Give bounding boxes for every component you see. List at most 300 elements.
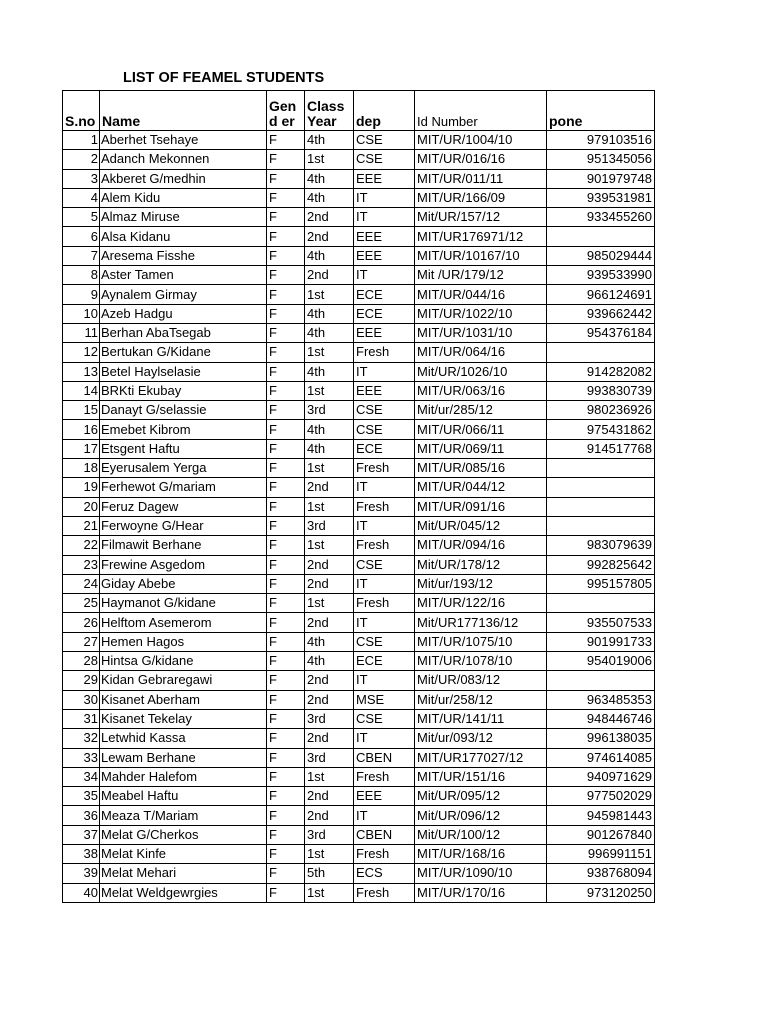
cell-sno: 28 xyxy=(63,652,100,671)
cell-dep: EEE xyxy=(354,323,415,342)
cell-dep: CSE xyxy=(354,709,415,728)
cell-id-number: MIT/UR/122/16 xyxy=(415,594,547,613)
cell-id-number: MIT/UR/091/16 xyxy=(415,497,547,516)
cell-phone: 945981443 xyxy=(547,806,655,825)
cell-class-year: 2nd xyxy=(305,478,354,497)
cell-sno: 1 xyxy=(63,131,100,150)
cell-gender: F xyxy=(267,806,305,825)
cell-id-number: Mit/ur/258/12 xyxy=(415,690,547,709)
cell-id-number: Mit/UR/096/12 xyxy=(415,806,547,825)
table-row xyxy=(63,825,655,844)
cell-id-number: Mit/UR/095/12 xyxy=(415,787,547,806)
cell-sno: 4 xyxy=(63,188,100,207)
cell-name: Betel Haylselasie xyxy=(100,362,267,381)
table-row xyxy=(63,787,655,806)
cell-class-year: 4th xyxy=(305,169,354,188)
cell-name: Hemen Hagos xyxy=(100,632,267,651)
cell-dep: ECE xyxy=(354,439,415,458)
cell-dep: Fresh xyxy=(354,767,415,786)
cell-dep: EEE xyxy=(354,246,415,265)
cell-dep: MSE xyxy=(354,690,415,709)
cell-id-number: MIT/UR/085/16 xyxy=(415,459,547,478)
cell-phone: 954376184 xyxy=(547,323,655,342)
cell-sno: 11 xyxy=(63,323,100,342)
cell-gender: F xyxy=(267,613,305,632)
cell-sno: 30 xyxy=(63,690,100,709)
cell-phone xyxy=(547,343,655,362)
cell-dep: EEE xyxy=(354,227,415,246)
cell-gender: F xyxy=(267,825,305,844)
cell-class-year: 1st xyxy=(305,767,354,786)
table-row xyxy=(63,246,655,265)
cell-class-year: 3rd xyxy=(305,401,354,420)
cell-class-year: 1st xyxy=(305,285,354,304)
cell-id-number: MIT/UR/094/16 xyxy=(415,536,547,555)
cell-class-year: 3rd xyxy=(305,825,354,844)
cell-phone xyxy=(547,227,655,246)
cell-gender: F xyxy=(267,478,305,497)
table-body xyxy=(63,131,655,903)
cell-sno: 10 xyxy=(63,304,100,323)
cell-gender: F xyxy=(267,767,305,786)
cell-class-year: 1st xyxy=(305,459,354,478)
table-row xyxy=(63,343,655,362)
document-title: LIST OF FEAMEL STUDENTS xyxy=(123,70,325,86)
cell-id-number: MIT/UR/066/11 xyxy=(415,420,547,439)
cell-dep: IT xyxy=(354,516,415,535)
cell-id-number: MIT/UR/1031/10 xyxy=(415,323,547,342)
cell-gender: F xyxy=(267,883,305,902)
cell-id-number: Mit/UR/083/12 xyxy=(415,671,547,690)
cell-class-year: 2nd xyxy=(305,729,354,748)
cell-phone xyxy=(547,459,655,478)
cell-name: Azeb Hadgu xyxy=(100,304,267,323)
cell-gender: F xyxy=(267,574,305,593)
cell-dep: IT xyxy=(354,806,415,825)
cell-name: Ferhewot G/mariam xyxy=(100,478,267,497)
cell-id-number: MIT/UR177027/12 xyxy=(415,748,547,767)
cell-sno: 24 xyxy=(63,574,100,593)
table-row xyxy=(63,883,655,902)
cell-class-year: 1st xyxy=(305,844,354,863)
cell-name: Feruz Dagew xyxy=(100,497,267,516)
cell-name: Akberet G/medhin xyxy=(100,169,267,188)
cell-phone: 980236926 xyxy=(547,401,655,420)
cell-name: Mahder Halefom xyxy=(100,767,267,786)
cell-dep: CSE xyxy=(354,420,415,439)
cell-sno: 35 xyxy=(63,787,100,806)
cell-gender: F xyxy=(267,516,305,535)
cell-id-number: Mit/UR/157/12 xyxy=(415,208,547,227)
cell-class-year: 1st xyxy=(305,381,354,400)
cell-dep: Fresh xyxy=(354,343,415,362)
cell-sno: 14 xyxy=(63,381,100,400)
cell-sno: 34 xyxy=(63,767,100,786)
table-row xyxy=(63,131,655,150)
cell-phone: 974614085 xyxy=(547,748,655,767)
cell-name: Hintsa G/kidane xyxy=(100,652,267,671)
cell-dep: IT xyxy=(354,362,415,381)
table-row xyxy=(63,516,655,535)
cell-gender: F xyxy=(267,439,305,458)
cell-name: Aster Tamen xyxy=(100,266,267,285)
cell-sno: 16 xyxy=(63,420,100,439)
cell-sno: 12 xyxy=(63,343,100,362)
cell-gender: F xyxy=(267,246,305,265)
cell-phone: 901979748 xyxy=(547,169,655,188)
cell-dep: CSE xyxy=(354,632,415,651)
cell-gender: F xyxy=(267,362,305,381)
cell-phone: 963485353 xyxy=(547,690,655,709)
cell-name: Filmawit Berhane xyxy=(100,536,267,555)
header-phone: pone xyxy=(547,91,655,131)
cell-dep: ECE xyxy=(354,285,415,304)
cell-class-year: 3rd xyxy=(305,516,354,535)
cell-phone: 992825642 xyxy=(547,555,655,574)
cell-sno: 37 xyxy=(63,825,100,844)
cell-phone: 940971629 xyxy=(547,767,655,786)
cell-class-year: 5th xyxy=(305,864,354,883)
table-row xyxy=(63,844,655,863)
cell-phone: 977502029 xyxy=(547,787,655,806)
cell-sno: 21 xyxy=(63,516,100,535)
cell-gender: F xyxy=(267,381,305,400)
cell-phone: 954019006 xyxy=(547,652,655,671)
cell-sno: 22 xyxy=(63,536,100,555)
cell-name: Helftom Asemerom xyxy=(100,613,267,632)
cell-id-number: Mit/UR/178/12 xyxy=(415,555,547,574)
table-row xyxy=(63,594,655,613)
cell-gender: F xyxy=(267,304,305,323)
cell-phone: 939531981 xyxy=(547,188,655,207)
cell-gender: F xyxy=(267,401,305,420)
cell-name: Kisanet Aberham xyxy=(100,690,267,709)
cell-phone: 973120250 xyxy=(547,883,655,902)
cell-id-number: MIT/UR/016/16 xyxy=(415,150,547,169)
cell-phone: 901991733 xyxy=(547,632,655,651)
cell-class-year: 2nd xyxy=(305,227,354,246)
cell-sno: 40 xyxy=(63,883,100,902)
cell-phone: 938768094 xyxy=(547,864,655,883)
cell-class-year: 1st xyxy=(305,883,354,902)
cell-id-number: MIT/UR/1022/10 xyxy=(415,304,547,323)
cell-sno: 32 xyxy=(63,729,100,748)
cell-phone: 914517768 xyxy=(547,439,655,458)
cell-sno: 2 xyxy=(63,150,100,169)
cell-sno: 27 xyxy=(63,632,100,651)
cell-id-number: MIT/UR/1075/10 xyxy=(415,632,547,651)
cell-name: Haymanot G/kidane xyxy=(100,594,267,613)
cell-name: Emebet Kibrom xyxy=(100,420,267,439)
cell-name: Danayt G/selassie xyxy=(100,401,267,420)
cell-name: BRKti Ekubay xyxy=(100,381,267,400)
cell-name: Melat Mehari xyxy=(100,864,267,883)
cell-dep: CBEN xyxy=(354,748,415,767)
cell-dep: IT xyxy=(354,478,415,497)
table-row xyxy=(63,632,655,651)
table-row xyxy=(63,806,655,825)
cell-id-number: MIT/UR/166/09 xyxy=(415,188,547,207)
cell-name: Bertukan G/Kidane xyxy=(100,343,267,362)
table-row xyxy=(63,652,655,671)
cell-gender: F xyxy=(267,323,305,342)
cell-phone: 979103516 xyxy=(547,131,655,150)
table-row xyxy=(63,208,655,227)
cell-phone: 939533990 xyxy=(547,266,655,285)
cell-id-number: MIT/UR/044/12 xyxy=(415,478,547,497)
cell-sno: 6 xyxy=(63,227,100,246)
table-row xyxy=(63,188,655,207)
table-row xyxy=(63,459,655,478)
cell-class-year: 1st xyxy=(305,343,354,362)
cell-class-year: 4th xyxy=(305,323,354,342)
cell-dep: CSE xyxy=(354,555,415,574)
cell-id-number: MIT/UR/011/11 xyxy=(415,169,547,188)
cell-phone: 966124691 xyxy=(547,285,655,304)
cell-class-year: 1st xyxy=(305,594,354,613)
cell-id-number: Mit /UR/179/12 xyxy=(415,266,547,285)
header-class-year: Class Year xyxy=(305,91,354,131)
cell-name: Frewine Asgedom xyxy=(100,555,267,574)
table-row xyxy=(63,497,655,516)
cell-phone: 985029444 xyxy=(547,246,655,265)
cell-gender: F xyxy=(267,285,305,304)
cell-id-number: MIT/UR/10167/10 xyxy=(415,246,547,265)
cell-gender: F xyxy=(267,343,305,362)
cell-gender: F xyxy=(267,227,305,246)
cell-sno: 7 xyxy=(63,246,100,265)
cell-class-year: 4th xyxy=(305,304,354,323)
cell-dep: IT xyxy=(354,574,415,593)
cell-dep: Fresh xyxy=(354,844,415,863)
cell-gender: F xyxy=(267,169,305,188)
table-row xyxy=(63,671,655,690)
cell-sno: 19 xyxy=(63,478,100,497)
cell-class-year: 2nd xyxy=(305,806,354,825)
cell-gender: F xyxy=(267,536,305,555)
header-dep: dep xyxy=(354,91,415,131)
cell-phone: 975431862 xyxy=(547,420,655,439)
cell-class-year: 4th xyxy=(305,362,354,381)
table-row xyxy=(63,323,655,342)
cell-dep: EEE xyxy=(354,381,415,400)
cell-dep: ECS xyxy=(354,864,415,883)
cell-class-year: 4th xyxy=(305,420,354,439)
cell-gender: F xyxy=(267,729,305,748)
cell-phone: 983079639 xyxy=(547,536,655,555)
cell-gender: F xyxy=(267,652,305,671)
cell-class-year: 2nd xyxy=(305,671,354,690)
cell-gender: F xyxy=(267,188,305,207)
cell-phone: 951345056 xyxy=(547,150,655,169)
cell-sno: 29 xyxy=(63,671,100,690)
table-row xyxy=(63,227,655,246)
cell-class-year: 4th xyxy=(305,439,354,458)
cell-sno: 31 xyxy=(63,709,100,728)
table-row xyxy=(63,362,655,381)
cell-gender: F xyxy=(267,266,305,285)
cell-dep: Fresh xyxy=(354,536,415,555)
cell-id-number: Mit/ur/193/12 xyxy=(415,574,547,593)
cell-id-number: Mit/UR177136/12 xyxy=(415,613,547,632)
cell-name: Aberhet Tsehaye xyxy=(100,131,267,150)
table-row xyxy=(63,150,655,169)
table-row xyxy=(63,709,655,728)
cell-sno: 15 xyxy=(63,401,100,420)
cell-phone xyxy=(547,497,655,516)
cell-gender: F xyxy=(267,420,305,439)
cell-gender: F xyxy=(267,709,305,728)
cell-sno: 13 xyxy=(63,362,100,381)
cell-phone xyxy=(547,478,655,497)
cell-name: Melat Weldgewrgies xyxy=(100,883,267,902)
cell-gender: F xyxy=(267,555,305,574)
cell-name: Etsgent Haftu xyxy=(100,439,267,458)
cell-dep: IT xyxy=(354,613,415,632)
cell-name: Alem Kidu xyxy=(100,188,267,207)
cell-sno: 25 xyxy=(63,594,100,613)
cell-class-year: 4th xyxy=(305,652,354,671)
cell-dep: ECE xyxy=(354,304,415,323)
cell-sno: 33 xyxy=(63,748,100,767)
cell-class-year: 4th xyxy=(305,246,354,265)
cell-id-number: MIT/UR/064/16 xyxy=(415,343,547,362)
cell-sno: 3 xyxy=(63,169,100,188)
cell-dep: CBEN xyxy=(354,825,415,844)
table-row xyxy=(63,690,655,709)
cell-dep: CSE xyxy=(354,401,415,420)
cell-gender: F xyxy=(267,150,305,169)
table-row xyxy=(63,748,655,767)
cell-phone xyxy=(547,516,655,535)
cell-name: Melat G/Cherkos xyxy=(100,825,267,844)
cell-id-number: Mit/UR/1026/10 xyxy=(415,362,547,381)
cell-name: Adanch Mekonnen xyxy=(100,150,267,169)
cell-id-number: Mit/ur/093/12 xyxy=(415,729,547,748)
cell-class-year: 1st xyxy=(305,536,354,555)
cell-phone: 935507533 xyxy=(547,613,655,632)
cell-gender: F xyxy=(267,748,305,767)
cell-class-year: 3rd xyxy=(305,709,354,728)
cell-dep: Fresh xyxy=(354,497,415,516)
cell-sno: 20 xyxy=(63,497,100,516)
header-id-number: Id Number xyxy=(415,91,547,131)
cell-name: Letwhid Kassa xyxy=(100,729,267,748)
table-row xyxy=(63,555,655,574)
cell-gender: F xyxy=(267,497,305,516)
cell-sno: 39 xyxy=(63,864,100,883)
table-row xyxy=(63,574,655,593)
cell-phone: 948446746 xyxy=(547,709,655,728)
cell-name: Kisanet Tekelay xyxy=(100,709,267,728)
cell-id-number: MIT/UR/168/16 xyxy=(415,844,547,863)
cell-name: Meabel Haftu xyxy=(100,787,267,806)
cell-phone xyxy=(547,671,655,690)
cell-id-number: MIT/UR/1004/10 xyxy=(415,131,547,150)
cell-dep: ECE xyxy=(354,652,415,671)
cell-dep: EEE xyxy=(354,169,415,188)
table-row xyxy=(63,767,655,786)
cell-dep: IT xyxy=(354,671,415,690)
cell-class-year: 2nd xyxy=(305,555,354,574)
cell-name: Almaz Miruse xyxy=(100,208,267,227)
cell-sno: 26 xyxy=(63,613,100,632)
cell-class-year: 4th xyxy=(305,632,354,651)
cell-name: Eyerusalem Yerga xyxy=(100,459,267,478)
cell-gender: F xyxy=(267,690,305,709)
table-row xyxy=(63,478,655,497)
cell-sno: 9 xyxy=(63,285,100,304)
cell-name: Aresema Fisshe xyxy=(100,246,267,265)
cell-gender: F xyxy=(267,844,305,863)
cell-dep: CSE xyxy=(354,150,415,169)
cell-phone: 901267840 xyxy=(547,825,655,844)
cell-gender: F xyxy=(267,864,305,883)
table-row xyxy=(63,285,655,304)
cell-id-number: MIT/UR/170/16 xyxy=(415,883,547,902)
cell-sno: 17 xyxy=(63,439,100,458)
cell-class-year: 1st xyxy=(305,150,354,169)
cell-class-year: 2nd xyxy=(305,787,354,806)
cell-name: Kidan Gebraregawi xyxy=(100,671,267,690)
cell-sno: 38 xyxy=(63,844,100,863)
cell-phone: 914282082 xyxy=(547,362,655,381)
header-sno: S.no xyxy=(63,91,100,131)
table-row xyxy=(63,729,655,748)
cell-id-number: MIT/UR/1078/10 xyxy=(415,652,547,671)
table-row xyxy=(63,420,655,439)
cell-class-year: 3rd xyxy=(305,748,354,767)
header-gender: Gend er xyxy=(267,91,305,131)
cell-name: Giday Abebe xyxy=(100,574,267,593)
cell-gender: F xyxy=(267,131,305,150)
table-row xyxy=(63,169,655,188)
cell-sno: 8 xyxy=(63,266,100,285)
cell-dep: Fresh xyxy=(354,594,415,613)
cell-class-year: 2nd xyxy=(305,690,354,709)
cell-id-number: MIT/UR/069/11 xyxy=(415,439,547,458)
cell-id-number: MIT/UR/063/16 xyxy=(415,381,547,400)
cell-phone: 939662442 xyxy=(547,304,655,323)
cell-dep: Fresh xyxy=(354,459,415,478)
table-row xyxy=(63,401,655,420)
table-row xyxy=(63,864,655,883)
cell-class-year: 4th xyxy=(305,188,354,207)
cell-gender: F xyxy=(267,208,305,227)
cell-id-number: Mit/UR/045/12 xyxy=(415,516,547,535)
header-name: Name xyxy=(100,91,267,131)
students-table xyxy=(62,90,655,903)
cell-gender: F xyxy=(267,594,305,613)
cell-class-year: 4th xyxy=(305,131,354,150)
cell-name: Melat Kinfe xyxy=(100,844,267,863)
cell-class-year: 2nd xyxy=(305,208,354,227)
cell-class-year: 2nd xyxy=(305,266,354,285)
cell-name: Lewam Berhane xyxy=(100,748,267,767)
cell-phone: 996991151 xyxy=(547,844,655,863)
cell-id-number: MIT/UR176971/12 xyxy=(415,227,547,246)
cell-dep: Fresh xyxy=(354,883,415,902)
cell-id-number: Mit/UR/100/12 xyxy=(415,825,547,844)
cell-class-year: 2nd xyxy=(305,574,354,593)
cell-gender: F xyxy=(267,632,305,651)
cell-gender: F xyxy=(267,787,305,806)
table-row xyxy=(63,536,655,555)
cell-gender: F xyxy=(267,671,305,690)
table-row xyxy=(63,381,655,400)
cell-id-number: MIT/UR/1090/10 xyxy=(415,864,547,883)
cell-dep: EEE xyxy=(354,787,415,806)
